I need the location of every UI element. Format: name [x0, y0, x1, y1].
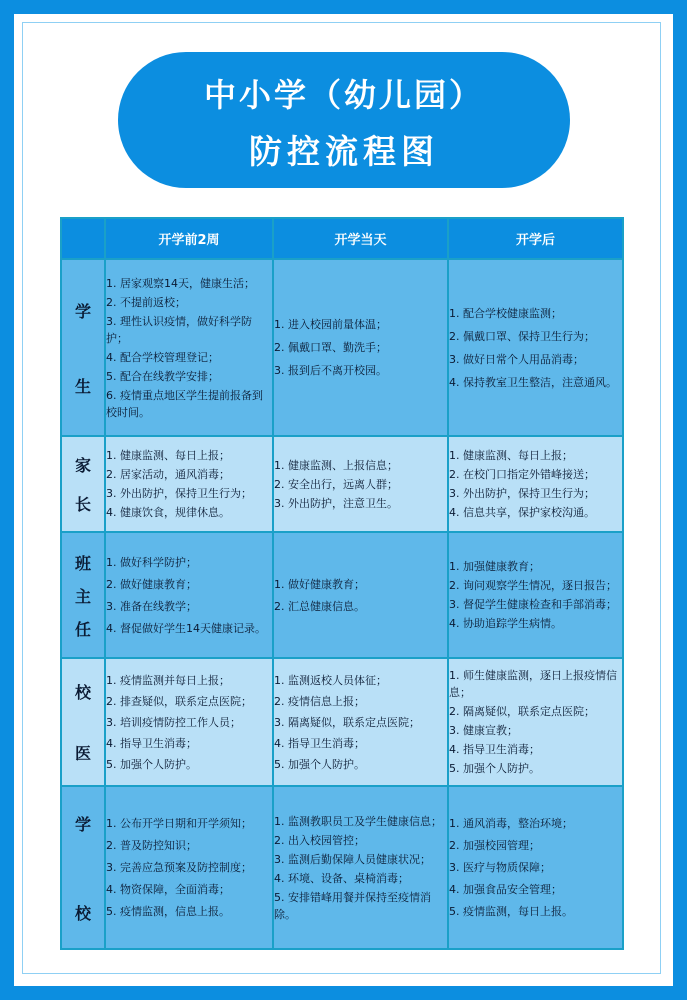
list-item: 1. 健康监测、上报信息；	[274, 458, 398, 472]
list-item: 4. 指导卫生消毒；	[449, 743, 540, 756]
list-item: 2. 在校门口指定外错峰接送；	[449, 468, 595, 481]
list-item: 2. 做好健康教育；	[106, 577, 197, 591]
list-item: 1. 加强健康教育；	[449, 560, 540, 573]
students-day	[273, 259, 448, 436]
list-item: 3. 做好日常个人用品消毒；	[449, 352, 584, 366]
head-teacher-before	[105, 532, 273, 658]
title-banner	[118, 52, 570, 188]
list-item: 2. 居家活动，通风消毒；	[106, 468, 230, 481]
list-item: 4. 加强食品安全管理；	[449, 883, 562, 896]
list-item: 3. 报到后不离开校园。	[274, 364, 387, 377]
list-item: 4. 协助追踪学生病情。	[449, 617, 562, 630]
list-item: 3. 准备在线教学；	[106, 599, 197, 613]
flow-table	[60, 217, 624, 950]
list-item: 2. 出入校园管控；	[274, 833, 365, 847]
list-item: 5. 安排错峰用餐并保持至疫情消除。	[274, 890, 431, 921]
list-item: 2. 疫情信息上报；	[274, 694, 365, 708]
role-head-teacher: 班 主 任	[61, 532, 105, 658]
row-students	[61, 259, 623, 436]
students-after	[448, 259, 623, 436]
list-item: 1. 居家观察14天，健康生活；	[106, 276, 255, 290]
role-parents: 家 长	[61, 436, 105, 532]
list-item: 1. 监测教职员工及学生健康信息；	[274, 814, 442, 828]
list-item: 5. 配合在线教学安排；	[106, 369, 219, 383]
list-item: 4. 信息共享，保护家校沟通。	[449, 506, 595, 519]
school-doctor-before	[105, 658, 273, 786]
list-item: 1. 做好科学防护；	[106, 555, 197, 569]
head-teacher-after	[448, 532, 623, 658]
list-item: 1. 公布开学日期和开学须知；	[106, 817, 252, 830]
list-item: 1. 配合学校健康监测；	[449, 306, 562, 320]
list-item: 4. 指导卫生消毒；	[274, 736, 365, 750]
header-row	[61, 218, 623, 259]
header-day: 开学当天	[273, 218, 448, 259]
list-item: 3. 培训疫情防控工作人员；	[106, 715, 241, 729]
list-item: 2. 佩戴口罩、保持卫生行为；	[449, 329, 595, 343]
list-item: 1. 健康监测、每日上报；	[449, 449, 573, 462]
list-item: 1. 通风消毒，整治环境；	[449, 817, 573, 830]
header-after: 开学后	[448, 218, 623, 259]
list-item: 3. 隔离疑似，联系定点医院；	[274, 715, 420, 729]
list-item: 3. 外出防护，保持卫生行为；	[449, 487, 595, 500]
role-school-doctor: 校 医	[61, 658, 105, 786]
list-item: 4. 配合学校管理登记；	[106, 350, 219, 364]
list-item: 2. 排查疑似，联系定点医院；	[106, 694, 252, 708]
header-corner	[61, 218, 105, 259]
list-item: 5. 疫情监测，信息上报。	[106, 905, 230, 918]
list-item: 3. 医疗与物质保障；	[449, 861, 551, 874]
list-item: 3. 外出防护，保持卫生行为；	[106, 487, 252, 500]
students-before	[105, 259, 273, 436]
school-after	[448, 786, 623, 949]
list-item: 2. 不提前返校；	[106, 295, 186, 309]
head-teacher-day	[273, 532, 448, 658]
list-item: 1. 做好健康教育；	[274, 577, 365, 591]
list-item: 3. 健康宣教；	[449, 724, 518, 737]
list-item: 3. 督促学生健康检查和手部消毒；	[449, 598, 617, 611]
list-item: 2. 普及防控知识；	[106, 839, 197, 852]
header-before: 开学前2周	[105, 218, 273, 259]
list-item: 1. 师生健康监测，逐日上报疫情信息；	[449, 669, 617, 699]
list-item: 3. 监测后勤保障人员健康状况；	[274, 852, 431, 866]
list-item: 4. 健康饮食，规律休息。	[106, 506, 230, 519]
list-item: 2. 隔离疑似，联系定点医院；	[449, 705, 595, 718]
list-item: 5. 加强个人防护。	[106, 757, 197, 771]
school-doctor-after	[448, 658, 623, 786]
row-school-doctor	[61, 658, 623, 786]
row-parents	[61, 436, 623, 532]
parents-day	[273, 436, 448, 532]
list-item: 4. 督促做好学生14天健康记录。	[106, 621, 266, 635]
school-day	[273, 786, 448, 949]
parents-before	[105, 436, 273, 532]
title-line-1: 中小学（幼儿园）	[203, 76, 484, 114]
list-item: 3. 理性认识疫情，做好科学防护；	[106, 314, 252, 345]
list-item: 1. 进入校园前量体温；	[274, 318, 387, 331]
list-item: 1. 疫情监测并每日上报；	[106, 673, 230, 687]
list-item: 6. 疫情重点地区学生提前报备到校时间。	[106, 388, 263, 419]
list-item: 1. 监测返校人员体征；	[274, 673, 387, 687]
list-item: 4. 物资保障，全面消毒；	[106, 883, 230, 896]
list-item: 1. 健康监测、每日上报；	[106, 449, 230, 462]
list-item: 5. 加强个人防护。	[274, 757, 365, 771]
list-item: 4. 指导卫生消毒；	[106, 736, 197, 750]
row-school	[61, 786, 623, 949]
list-item: 3. 完善应急预案及防控制度；	[106, 861, 252, 874]
list-item: 4. 环境、设备、桌椅消毒；	[274, 871, 409, 885]
list-item: 3. 外出防护，注意卫生。	[274, 496, 398, 510]
list-item: 2. 汇总健康信息。	[274, 599, 365, 613]
role-students: 学 生	[61, 259, 105, 436]
list-item: 2. 佩戴口罩、勤洗手；	[274, 341, 387, 354]
school-before	[105, 786, 273, 949]
list-item: 5. 加强个人防护。	[449, 762, 540, 775]
row-head-teacher	[61, 532, 623, 658]
parents-after	[448, 436, 623, 532]
role-school: 学 校	[61, 786, 105, 949]
list-item: 2. 安全出行，远离人群；	[274, 477, 398, 491]
list-item: 5. 疫情监测，每日上报。	[449, 905, 573, 918]
title-line-2: 防控流程图	[249, 132, 439, 171]
school-doctor-day	[273, 658, 448, 786]
list-item: 4. 保持教室卫生整洁，注意通风。	[449, 375, 617, 389]
list-item: 2. 询问观察学生情况，逐日报告；	[449, 579, 617, 592]
list-item: 2. 加强校园管理；	[449, 839, 540, 852]
